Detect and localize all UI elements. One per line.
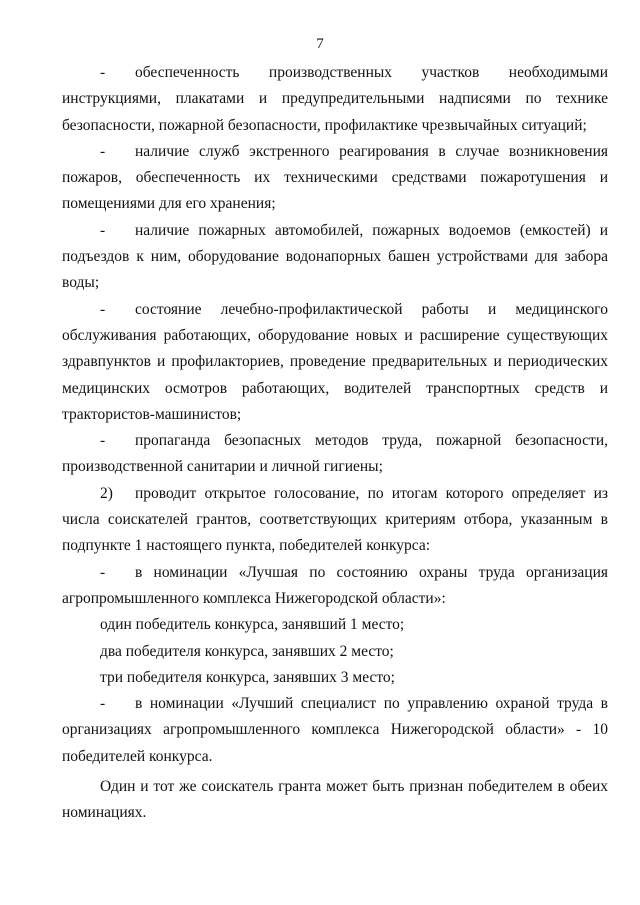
list-marker: - bbox=[100, 142, 106, 160]
list-item-text: пропаганда безопасных методов труда, пожарной безопасности, производственной санитарии и личной гигиены; bbox=[62, 432, 608, 476]
list-marker: - bbox=[100, 695, 106, 713]
list-marker: - bbox=[100, 432, 106, 450]
paragraph: три победителя конкурса, занявших 3 место; bbox=[100, 668, 395, 686]
paragraph: два победителя конкурса, занявших 2 место; bbox=[100, 642, 394, 660]
list-marker: - bbox=[100, 64, 106, 81]
list-marker: - bbox=[100, 563, 106, 581]
list-item bbox=[62, 139, 608, 218]
list-marker: 2) bbox=[100, 484, 113, 502]
list-item bbox=[62, 297, 608, 428]
list-item bbox=[62, 218, 608, 297]
list-item bbox=[62, 691, 608, 770]
list-item-text: в номинации «Лучшая по состоянию охраны труда организация агропромышленного комплекса Нижегородской области»: bbox=[62, 563, 608, 607]
page-number: 7 bbox=[316, 36, 324, 52]
list-item-text: наличие пожарных автомобилей, пожарных водоемов (емкостей) и подъездов к ним, оборудование водонапорных башен устройствами для забора воды; bbox=[62, 221, 608, 292]
numbered-item bbox=[62, 481, 608, 560]
document-body bbox=[62, 60, 608, 827]
list-item bbox=[62, 60, 608, 139]
paragraph: один победитель конкурса, занявший 1 место; bbox=[100, 616, 405, 634]
list-item-text: в номинации «Лучший специалист по управлению охраной труда в организациях агропромышленного комплекса Нижегородской области» - 10 победителей конкурса. bbox=[62, 695, 608, 765]
list-marker: - bbox=[100, 300, 106, 318]
list-item bbox=[62, 560, 608, 613]
list-item-text: обеспеченность производственных участков необходимыми инструкциями, плакатами и предупредительными надписями по технике безопасности, пожарной безопасности, профилактике чрезвычайных ситуаций; bbox=[62, 64, 608, 134]
list-item-text: проводит открытое голосование, по итогам которого определяет из числа соискателей грантов, соответствующих критериям отбора, указанным в подпункте 1 настоящего пункта, победителей конкурса: bbox=[62, 484, 608, 555]
paragraph: Один и тот же соискатель гранта может быть признан победителем в обеих номинациях. bbox=[62, 778, 608, 822]
list-item-text: наличие служб экстренного реагирования в случае возникновения пожаров, обеспеченность их техническими средствами пожаротушения и помещениями для его хранения; bbox=[62, 142, 608, 213]
list-marker: - bbox=[100, 221, 106, 239]
list-item bbox=[62, 428, 608, 481]
list-item-text: состояние лечебно-профилактической работы и медицинского обслуживания работающих, оборудование новых и расширение существующих здравпунктов и профилакториев, проведение предварительных и периодических медицинских осмотров работающих, водителей транспортных средств и трактористов-машинистов; bbox=[62, 300, 608, 423]
